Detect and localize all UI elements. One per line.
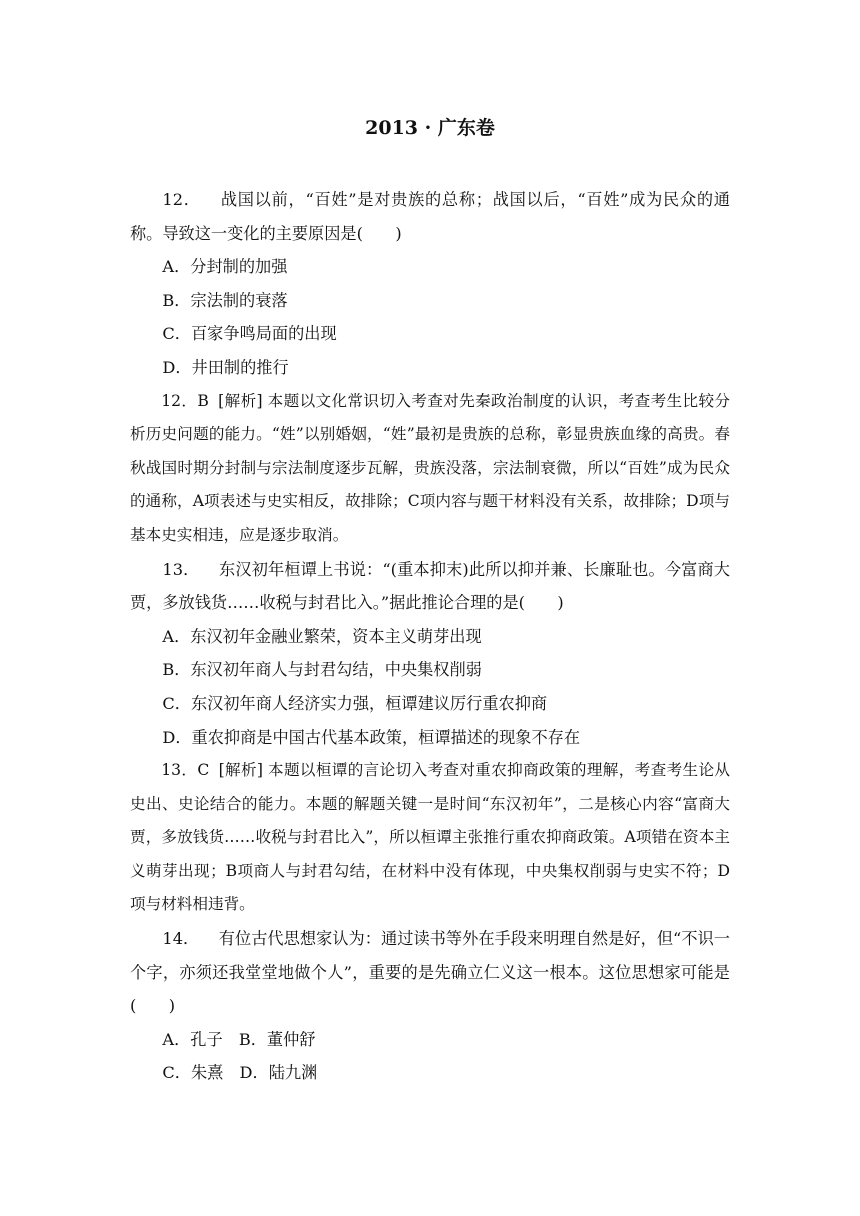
option-d: D．陆九渊 xyxy=(239,1063,318,1083)
option-b: B．宗法制的衰落 xyxy=(162,290,288,310)
options-row-2 xyxy=(130,1056,730,1090)
document-body xyxy=(130,183,730,1090)
option-d: D．重农抑商是中国古代基本政策，桓谭描述的现象不存在 xyxy=(162,727,581,747)
answer-key: 13．C xyxy=(161,761,210,780)
question-stem: 战国以前，“百姓”是对贵族的总称；战国以后，“百姓”成为民众的通称。导致这一变化的主要原因是( ) xyxy=(130,190,730,243)
options-row-1 xyxy=(130,1023,730,1057)
question-stem: 有位古代思想家认为：通过读书等外在手段来明理自然是好，但“不识一个字，亦须还我堂堂地做个人”，重要的是先确立仁义这一根本。这位思想家可能是( ) xyxy=(130,929,730,1016)
answer-13 xyxy=(130,754,730,922)
analysis-text: 本题以桓谭的言论切入考查对重农抑商政策的理解，考查考生论从史出、史论结合的能力。本题的解题关键一是时间“东汉初年”，二是核心内容“富商大贾，多放钱货……收税与封君比入”，所以桓谭主张推行重农抑商政策。A项错在资本主义萌芽出现；B项商人与封君勾结，在材料中没有体现，中央集权削弱与史实不符；D项与材料相违背。 xyxy=(130,761,730,914)
option-b: B．东汉初年商人与封君勾结，中央集权削弱 xyxy=(162,660,482,680)
analysis-tag: [解析] xyxy=(218,391,263,410)
question-number: 14． xyxy=(162,929,200,949)
question-number: 13． xyxy=(162,559,200,579)
question-12 xyxy=(130,183,730,250)
analysis-tag: [解析] xyxy=(218,761,264,780)
analysis-text: 本题以文化常识切入考查对先秦政治制度的认识，考查考生比较分析历史问题的能力。“姓”以别婚姻，“姓”最初是贵族的总称，彰显贵族血缘的高贵。春秋战国时期分封制与宗法制度逐步瓦解，贵族没落，宗法制衰微，所以“百姓”成为民众的通称，A项表述与史实相反，故排除；C项内容与题干材料没有关系，故排除；D项与基本史实相违，应是逐步取消。 xyxy=(130,391,730,544)
question-14 xyxy=(130,922,730,1023)
option-c: C．朱熹 xyxy=(162,1063,224,1083)
answer-12 xyxy=(130,385,730,553)
option-a: A．东汉初年金融业繁荣，资本主义萌芽出现 xyxy=(162,626,482,646)
answer-key: 12．B xyxy=(161,391,209,410)
option-c: C．百家争鸣局面的出现 xyxy=(162,324,337,344)
option-a: A．分封制的加强 xyxy=(162,257,288,277)
option-d: D．井田制的推行 xyxy=(162,357,289,377)
option-b: B．董仲舒 xyxy=(238,1029,316,1049)
option-a: A．孔子 xyxy=(162,1029,223,1049)
question-stem: 东汉初年桓谭上书说：“(重本抑末)此所以抑并兼、长廉耻也。今富商大贾，多放钱货……收税与封君比入。”据此推论合理的是( ) xyxy=(130,559,730,613)
page-title: 2013 · 广东卷 xyxy=(365,117,495,139)
option-c: C．东汉初年商人经济实力强，桓谭建议厉行重农抑商 xyxy=(162,693,548,713)
question-number: 12． xyxy=(162,190,201,209)
question-13 xyxy=(130,553,730,620)
